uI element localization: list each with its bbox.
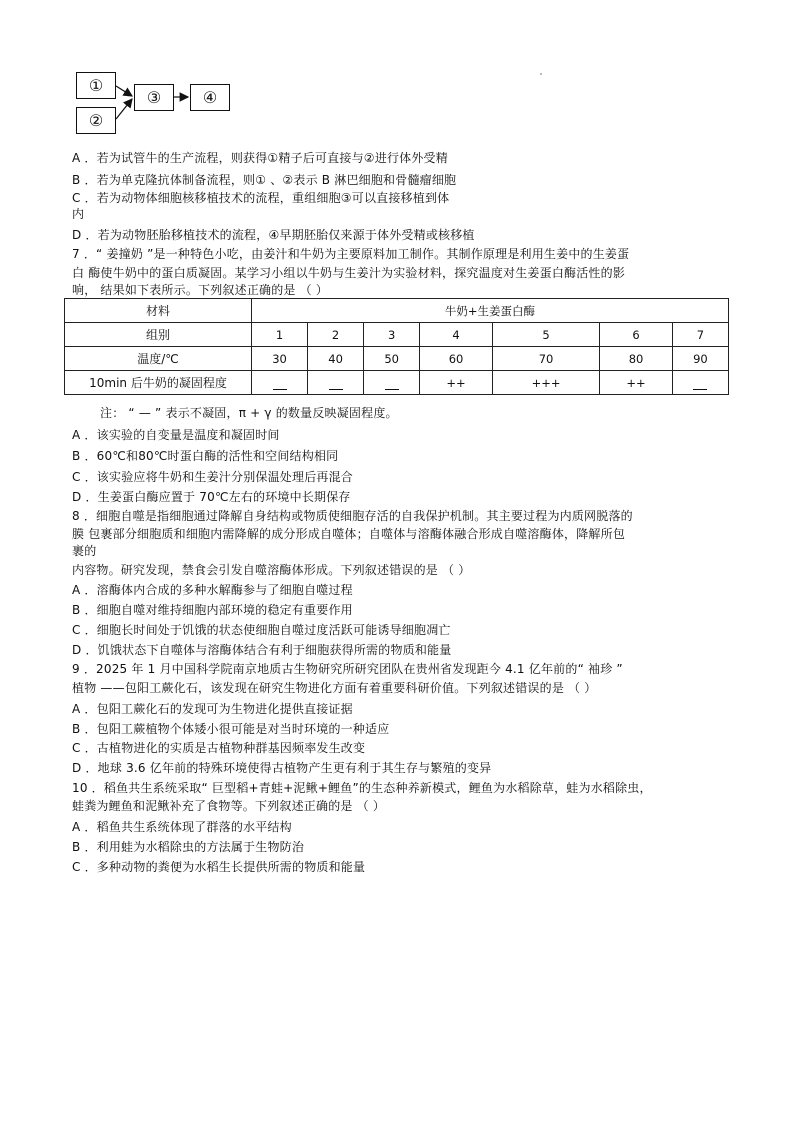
row-label-group: 组别 xyxy=(65,323,252,347)
q7-stem-1: 7 ．“ 姜撞奶 ”是一种特色小吃，由姜汁和牛奶为主要原料加工制作。其制作原理是利用生姜中的生姜蛋 xyxy=(72,247,630,261)
q6-option-c: C ．若为动物体细胞核移植技术的流程，重组细胞③可以直接移植到体 xyxy=(72,191,450,205)
diagram-box-3: ③ xyxy=(134,84,174,111)
group-cell: 2 xyxy=(308,323,364,347)
no-coagulation-mark xyxy=(329,381,343,390)
table-row-group xyxy=(65,323,729,347)
group-cell: 4 xyxy=(420,323,493,347)
q7-option-b: B ．60℃和80℃时蛋白酶的活性和空间结构相同 xyxy=(72,449,339,463)
diagram-box-4: ④ xyxy=(190,84,230,111)
material-cell: 牛奶+生姜蛋白酶 xyxy=(252,299,729,323)
table-row-coagulation xyxy=(65,371,729,395)
q8-option-a: A ．溶酶体内合成的多种水解酶参与了细胞自噬过程 xyxy=(72,583,353,597)
q7-stem-2: 白 酶使牛奶中的蛋白质凝固。某学习小组以牛奶与生姜汁为实验材料，探究温度对生姜蛋白酶活性的影 xyxy=(72,266,626,280)
diagram-box-1: ① xyxy=(76,72,116,99)
q10-stem-1: 10 ．稻鱼共生系统采取“ 巨型稻+青蛙+泥鳅+鲤鱼”的生态种养新模式，鲤鱼为水稻除草，蛙为水稻除虫， xyxy=(72,781,652,795)
q8-stem-4: 内容物。研究发现，禁食会引发自噬溶酶体形成。下列叙述错误的是 （ ） xyxy=(72,563,471,577)
q8-stem-2: 膜 包裹部分细胞质和细胞内需降解的成分形成自噬体；自噬体与溶酶体融合形成自噬溶酶体，降解所包 xyxy=(72,527,626,541)
group-cell: 1 xyxy=(252,323,308,347)
coag-cell: ++ xyxy=(420,371,493,395)
q10-option-c: C ．多种动物的粪便为水稻生长提供所需的物质和能量 xyxy=(72,860,366,874)
q8-stem-3: 裹的 xyxy=(72,544,97,558)
q10-option-b: B ．利用蛙为水稻除虫的方法属于生物防治 xyxy=(72,840,305,854)
q6-option-b: B ．若为单克隆抗体制备流程，则① 、②表示 B 淋巴细胞和骨髓瘤细胞 xyxy=(72,173,457,187)
q10-option-a: A ．稻鱼共生系统体现了群落的水平结构 xyxy=(72,820,292,834)
q7-note: 注： “ — ” 表示不凝固，π + γ 的数量反映凝固程度。 xyxy=(100,406,398,420)
table-row-temperature xyxy=(65,347,729,371)
temp-cell: 30 xyxy=(252,347,308,371)
table-row-material xyxy=(65,299,729,323)
coag-cell: ++ xyxy=(600,371,673,395)
q7-option-a: A ．该实验的自变量是温度和凝固时间 xyxy=(72,428,280,442)
q8-option-d: D ．饥饿状态下自噬体与溶酶体结合有利于细胞获得所需的物质和能量 xyxy=(72,643,452,657)
q6-option-d: D ．若为动物胚胎移植技术的流程，④早期胚胎仅来源于体外受精或核移植 xyxy=(72,228,475,242)
q7-option-c: C ．该实验应将牛奶和生姜汁分别保温处理后再混合 xyxy=(72,470,353,484)
q9-option-a: A ．包阳工蕨化石的发现可为生物进化提供直接证据 xyxy=(72,702,353,716)
q9-option-b: B ．包阳工蕨植物个体矮小很可能是对当时环境的一种适应 xyxy=(72,722,390,736)
row-label-material: 材料 xyxy=(65,299,252,323)
q6-option-c-cont: 内 xyxy=(72,207,85,221)
group-cell: 6 xyxy=(600,323,673,347)
temp-cell: 50 xyxy=(364,347,420,371)
temp-cell: 60 xyxy=(420,347,493,371)
group-cell: 5 xyxy=(492,323,599,347)
q9-stem-2: 植物 ——包阳工蕨化石，该发现在研究生物进化方面有着重要科研价值。下列叙述错误的是 （ ） xyxy=(72,681,597,695)
temp-cell: 90 xyxy=(672,347,728,371)
row-label-temperature: 温度/℃ xyxy=(65,347,252,371)
coag-cell xyxy=(252,371,308,395)
no-coagulation-mark xyxy=(273,381,287,390)
q9-option-c: C ．古植物进化的实质是古植物种群基因频率发生改变 xyxy=(72,741,366,755)
q10-stem-2: 蛙粪为鲤鱼和泥鳅补充了食物等。下列叙述正确的是 （ ） xyxy=(72,799,386,813)
coag-cell: +++ xyxy=(492,371,599,395)
coag-cell xyxy=(672,371,728,395)
q8-option-b: B ．细胞自噬对维持细胞内部环境的稳定有重要作用 xyxy=(72,603,353,617)
temp-cell: 70 xyxy=(492,347,599,371)
q8-stem-1: 8 ．细胞自噬是指细胞通过降解自身结构或物质使细胞存活的自我保护机制。其主要过程为内质网脱落的 xyxy=(72,509,633,523)
q7-option-d: D ．生姜蛋白酶应置于 70℃左右的环境中长期保存 xyxy=(72,490,351,504)
experiment-table xyxy=(64,298,729,395)
diagram-box-2: ② xyxy=(76,107,116,134)
diagram-arrows xyxy=(0,0,793,150)
no-coagulation-mark xyxy=(385,381,399,390)
temp-cell: 80 xyxy=(600,347,673,371)
coag-cell xyxy=(364,371,420,395)
temp-cell: 40 xyxy=(308,347,364,371)
q7-stem-3: 响， 结果如下表所示。下列叙述正确的是 （ ） xyxy=(72,283,329,297)
q8-option-c: C ．细胞长时间处于饥饿的状态使细胞自噬过度活跃可能诱导细胞凋亡 xyxy=(72,623,451,637)
row-label-coagulation: 10min 后牛奶的凝固程度 xyxy=(65,371,252,395)
no-coagulation-mark xyxy=(693,381,707,390)
q9-stem-1: 9 ．2025 年 1 月中国科学院南京地质古生物研究所研究团队在贵州省发现距今 4.1 亿年前的“ 袖珍 ” xyxy=(72,662,623,676)
group-cell: 3 xyxy=(364,323,420,347)
q9-option-d: D ．地球 3.6 亿年前的特殊环境使得古植物产生更有利于其生存与繁殖的变异 xyxy=(72,761,492,775)
q6-option-a: A ．若为试管牛的生产流程，则获得①精子后可直接与②进行体外受精 xyxy=(72,151,448,165)
coag-cell xyxy=(308,371,364,395)
group-cell: 7 xyxy=(672,323,728,347)
arrow-2-to-3 xyxy=(116,99,132,119)
arrow-1-to-3 xyxy=(116,86,132,96)
